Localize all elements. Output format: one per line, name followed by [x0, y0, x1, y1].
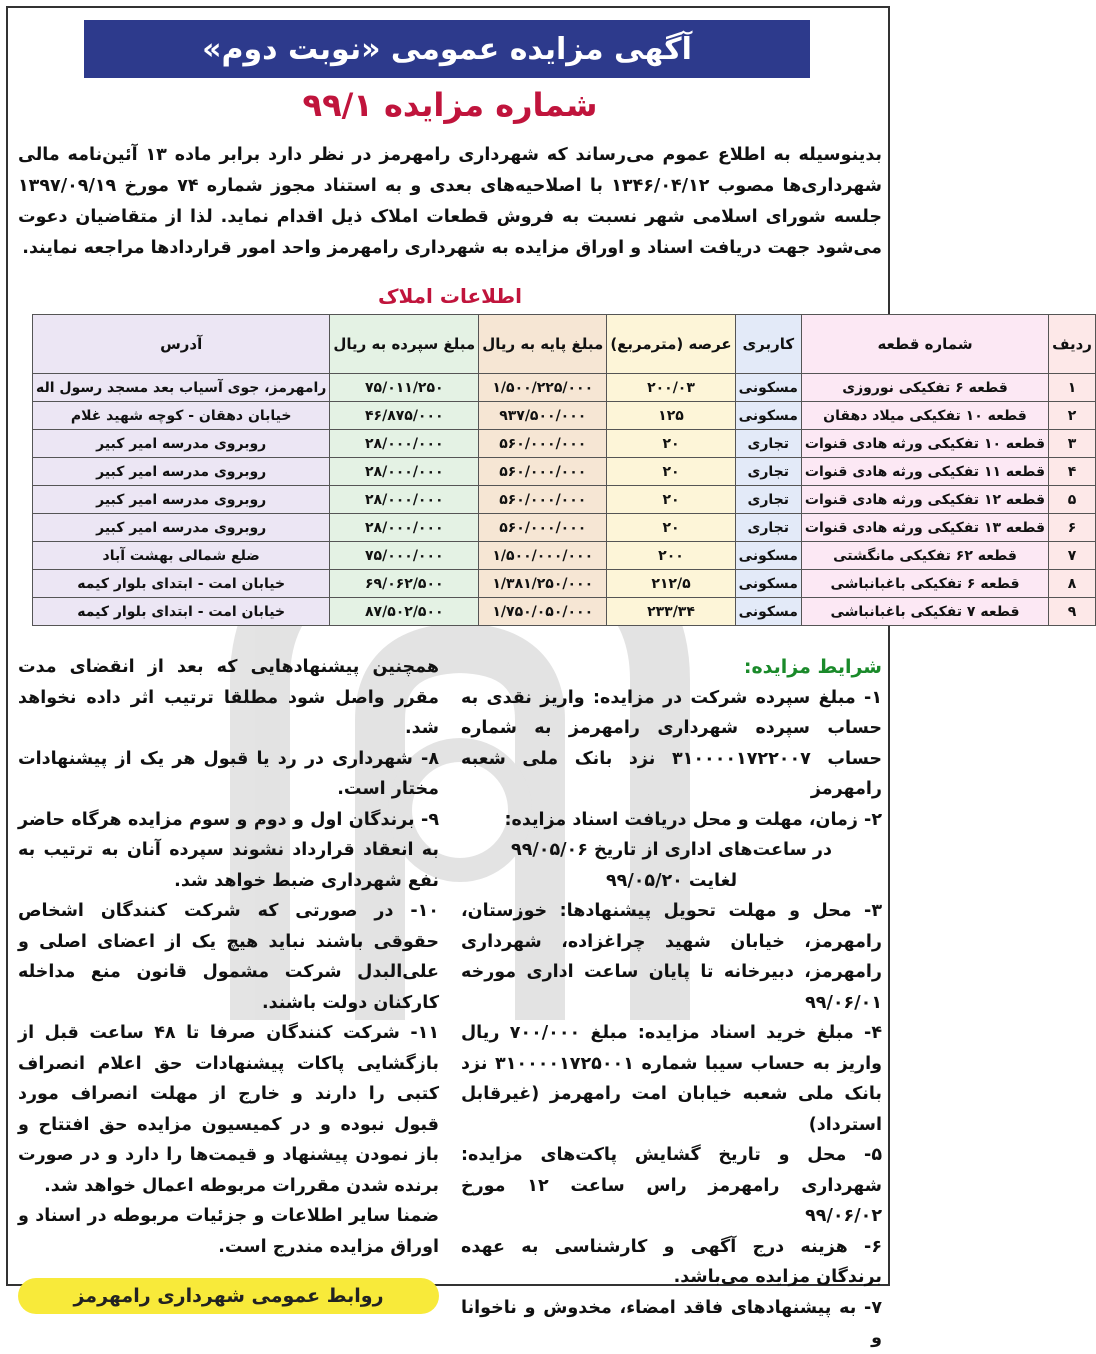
cell-plot-number: قطعه ۱۲ تفکیکی ورثه هادی قنوات	[801, 486, 1048, 514]
cell-base-price: ۵۶۰/۰۰۰/۰۰۰	[479, 514, 607, 542]
cell-plot-number: قطعه ۶ تفکیکی باغبانباشی	[801, 570, 1048, 598]
cell-deposit: ۶۹/۰۶۲/۵۰۰	[330, 570, 479, 598]
table-row	[33, 430, 1096, 458]
table-row	[33, 598, 1096, 626]
header-base-price: مبلغ پایه به ریال	[479, 315, 607, 374]
cell-address: خیابان امت - ابتدای بلوار کیمه	[33, 570, 330, 598]
cell-usage: مسکونی	[735, 402, 801, 430]
table-row	[33, 570, 1096, 598]
header-area: عرصه (مترمربع)	[607, 315, 735, 374]
table-row	[33, 542, 1096, 570]
condition-item: ۲- زمان، مهلت و محل دریافت اسناد مزایده:	[504, 809, 882, 830]
condition-item: ضمنا سایر اطلاعات و جزئیات مربوطه در اسناد و اوراق مزایده مندرج است.	[18, 1206, 439, 1257]
table-row	[33, 486, 1096, 514]
conditions-section	[18, 652, 882, 1348]
condition-item: ۷- به پیشنهادهای فاقد امضاء، مخدوش و ناخوانا و	[461, 1297, 882, 1348]
properties-table	[32, 314, 1096, 626]
table-row	[33, 374, 1096, 402]
auction-number: شماره مزایده ۹۹/۱	[302, 86, 598, 124]
condition-item: ۵- محل و تاریخ گشایش پاکت‌های مزایده: شهرداری رامهرمز راس ساعت ۱۲ مورخ ۹۹/۰۶/۰۲	[461, 1145, 882, 1226]
table-row	[33, 402, 1096, 430]
table-header-row	[33, 315, 1096, 374]
condition-item: ۳- محل و مهلت تحویل پیشنهادها: خوزستان، رامهرمز، خیابان شهید چراغزاده، شهرداری رامهرمز، دبیرخانه تا پایان ساعت اداری مورخه ۹۹/۰۶/۰۱	[461, 901, 882, 1013]
cell-deposit: ۲۸/۰۰۰/۰۰۰	[330, 458, 479, 486]
condition-item: ۱۱- شرکت کنندگان صرفا تا ۴۸ ساعت قبل از بازگشایی پاکات پیشنهادات حق اعلام انصراف کتبی را دارند و خارج از مهلت انصراف مورد قبول نبوده و در کمیسیون مزایده حق افتتاح و باز نمودن پیشنهاد و قیمت‌ها را دارد و در صورت برنده شدن مقررات مربوطه اعمال خواهد شد.	[18, 1023, 440, 1196]
cell-usage: مسکونی	[735, 598, 801, 626]
cell-plot-number: قطعه ۱۱ تفکیکی ورثه هادی قنوات	[801, 458, 1048, 486]
intro-paragraph	[18, 140, 882, 264]
cell-base-price: ۵۶۰/۰۰۰/۰۰۰	[479, 486, 607, 514]
cell-area: ۲۰	[607, 486, 735, 514]
cell-address: خیابان امت - ابتدای بلوار کیمه	[33, 598, 330, 626]
conditions-title: شرایط مزایده:	[743, 656, 882, 678]
cell-base-price: ۹۳۷/۵۰۰/۰۰۰	[479, 402, 607, 430]
table-row	[33, 514, 1096, 542]
condition-item: ۸- شهرداری در رد یا قبول هر یک از پیشنهادات مختار است.	[18, 748, 439, 799]
cell-area: ۲۰	[607, 458, 735, 486]
condition-item: ۴- مبلغ خرید اسناد مزایده: مبلغ ۷۰۰/۰۰۰ ریال واریز به حساب سیبا شماره ۳۱۰۰۰۰۱۷۲۵۰۰۱ نزد بانک ملی شعبه خیابان امت رامهرمز (غیرقابل استرداد)	[461, 1023, 882, 1135]
cell-address: روبروی مدرسه امیر کبیر	[33, 486, 330, 514]
cell-deposit: ۴۶/۸۷۵/۰۰۰	[330, 402, 479, 430]
conditions-left-column	[18, 652, 440, 1307]
condition-item: لغایت ۹۹/۰۵/۲۰	[605, 870, 738, 891]
cell-deposit: ۲۸/۰۰۰/۰۰۰	[330, 430, 479, 458]
cell-usage: تجاری	[735, 514, 801, 542]
cell-address: روبروی مدرسه امیر کبیر	[33, 458, 330, 486]
condition-item: همچنین پیشنهادهایی که بعد از انقضای مدت مقرر واصل شود مطلقا ترتیب اثر داده نخواهد شد.	[18, 657, 439, 738]
cell-row-number: ۵	[1049, 486, 1096, 514]
cell-area: ۲۱۲/۵	[607, 570, 735, 598]
cell-plot-number: قطعه ۶۲ تفکیکی مانگشتی	[801, 542, 1048, 570]
cell-deposit: ۸۷/۵۰۲/۵۰۰	[330, 598, 479, 626]
header-row-number: ردیف	[1049, 315, 1096, 374]
cell-address: روبروی مدرسه امیر کبیر	[33, 430, 330, 458]
cell-row-number: ۹	[1049, 598, 1096, 626]
cell-usage: تجاری	[735, 458, 801, 486]
cell-deposit: ۷۵/۰۰۰/۰۰۰	[330, 542, 479, 570]
condition-item: در ساعت‌های اداری از تاریخ ۹۹/۰۵/۰۶	[511, 840, 832, 860]
public-relations-badge	[18, 1278, 439, 1314]
footer-text: روابط عمومی شهرداری رامهرمز	[73, 1284, 384, 1307]
cell-area: ۲۰	[607, 514, 735, 542]
cell-row-number: ۷	[1049, 542, 1096, 570]
cell-row-number: ۸	[1049, 570, 1096, 598]
cell-base-price: ۵۶۰/۰۰۰/۰۰۰	[479, 430, 607, 458]
cell-plot-number: قطعه ۱۰ تفکیکی میلاد دهقان	[801, 402, 1048, 430]
notice-title: آگهی مزایده عمومی «نوبت دوم»	[202, 31, 692, 67]
cell-row-number: ۱	[1049, 374, 1096, 402]
cell-base-price: ۱/۵۰۰/۲۲۵/۰۰۰	[479, 374, 607, 402]
cell-base-price: ۱/۳۸۱/۲۵۰/۰۰۰	[479, 570, 607, 598]
cell-area: ۱۲۵	[607, 402, 735, 430]
cell-plot-number: قطعه ۶ تفکیکی نوروزی	[801, 374, 1048, 402]
cell-plot-number: قطعه ۱۰ تفکیکی ورثه هادی قنوات	[801, 430, 1048, 458]
condition-item: ۱۰- در صورتی که شرکت کنندگان اشخاص حقوقی باشند نباید هیچ یک از اعضای اصلی و علی‌البدل شرکت مشمول قانون منع مداخله کارکنان دولت باشند.	[18, 901, 439, 1013]
cell-base-price: ۱/۷۵۰/۰۵۰/۰۰۰	[479, 598, 607, 626]
table-title: اطلاعات املاک	[377, 284, 522, 308]
cell-deposit: ۲۸/۰۰۰/۰۰۰	[330, 514, 479, 542]
cell-address: رامهرمز، جوی آسیاب بعد مسجد رسول اله	[33, 374, 330, 402]
header-plot-number: شماره قطعه	[801, 315, 1048, 374]
cell-usage: مسکونی	[735, 542, 801, 570]
cell-row-number: ۳	[1049, 430, 1096, 458]
cell-plot-number: قطعه ۱۳ تفکیکی ورثه هادی قنوات	[801, 514, 1048, 542]
cell-row-number: ۲	[1049, 402, 1096, 430]
cell-area: ۲۰۰/۰۳	[607, 374, 735, 402]
cell-base-price: ۱/۵۰۰/۰۰۰/۰۰۰	[479, 542, 607, 570]
cell-base-price: ۵۶۰/۰۰۰/۰۰۰	[479, 458, 607, 486]
cell-deposit: ۷۵/۰۱۱/۲۵۰	[330, 374, 479, 402]
cell-deposit: ۲۸/۰۰۰/۰۰۰	[330, 486, 479, 514]
cell-row-number: ۶	[1049, 514, 1096, 542]
cell-usage: تجاری	[735, 430, 801, 458]
notice-header	[84, 20, 810, 78]
cell-usage: مسکونی	[735, 374, 801, 402]
cell-address: خیابان دهقان - کوچه شهید غلام	[33, 402, 330, 430]
cell-usage: مسکونی	[735, 570, 801, 598]
condition-item: ۶- هزینه درج آگهی و کارشناسی به عهده برندگان مزایده می‌باشد.	[461, 1236, 882, 1287]
table-row	[33, 458, 1096, 486]
header-address: آدرس	[33, 315, 330, 374]
cell-address: ضلع شمالی بهشت آباد	[33, 542, 330, 570]
cell-row-number: ۴	[1049, 458, 1096, 486]
conditions-right-column	[461, 652, 882, 1348]
cell-plot-number: قطعه ۷ تفکیکی باغبانباشی	[801, 598, 1048, 626]
header-usage: کاربری	[735, 315, 801, 374]
cell-address: روبروی مدرسه امیر کبیر	[33, 514, 330, 542]
cell-area: ۲۰۰	[607, 542, 735, 570]
condition-item: ۹- برندگان اول و دوم و سوم مزایده هرگاه حاضر به انعقاد قرارداد نشوند سپرده آنان به ترتیب به نفع شهرداری ضبط خواهد شد.	[18, 809, 439, 891]
intro-text: بدینوسیله به اطلاع عموم می‌رساند که شهرداری رامهرمز در نظر دارد برابر ماده ۱۳ آئین‌نامه مالی شهرداری‌ها مصوب ۱۳۴۶/۰۴/۱۲ با اصلاحیه‌های بعدی و به استناد مجوز شماره ۷۴ مورخ ۱۳۹۷/۰۹/۱۹ جلسه شورای اسلامی شهر نسبت به فروش قطعات املاک ذیل اقدام نماید. لذا از متقاضیان دعوت می‌شود جهت دریافت اسناد و اوراق مزایده به شهرداری رامهرمز واحد امور قراردادها مراجعه نمایند.	[18, 145, 882, 258]
cell-area: ۲۳۳/۳۴	[607, 598, 735, 626]
cell-area: ۲۰	[607, 430, 735, 458]
cell-usage: تجاری	[735, 486, 801, 514]
condition-item: ۱- مبلغ سپرده شرکت در مزایده: واریز نقدی به حساب سپرده شهرداری رامهرمز به شماره حساب ۳۱۰۰۰۰۱۷۲۲۰۰۷ نزد بانک ملی شعبه رامهرمز	[461, 687, 882, 799]
header-deposit: مبلغ سپرده به ریال	[330, 315, 479, 374]
